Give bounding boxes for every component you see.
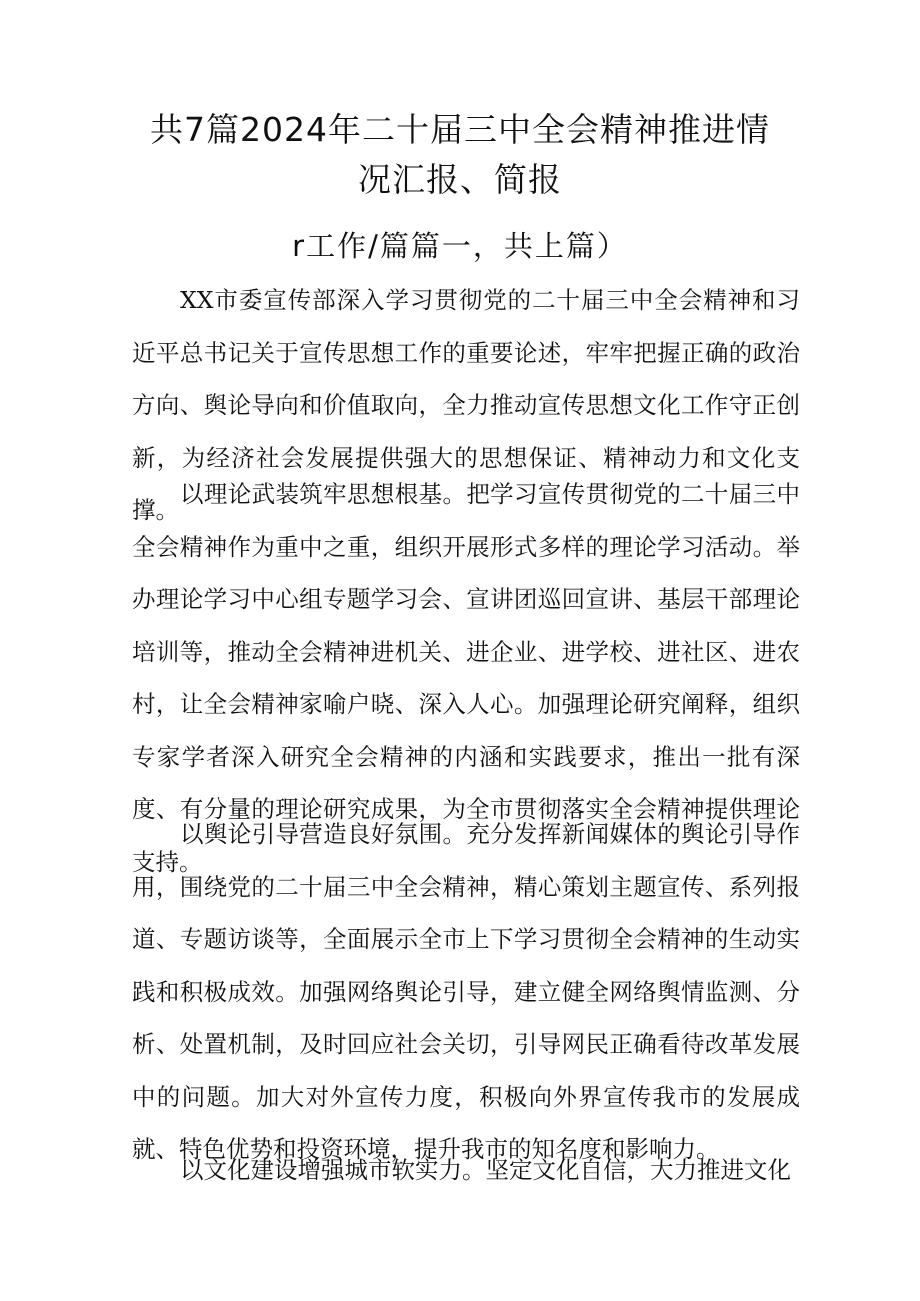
document-title-line-2: 况汇报、简报 <box>358 160 562 199</box>
paragraph-theory: 以理论武装筑牢思想根基。把学习宣传贯彻党的二十届三中全会精神作为重中之重，组织开展形式多样的理论学习活动。举办理论学习中心组专题学习会、宣讲团巡回宣讲、基层干部理论培训等，推动全会精神进机关、进企业、进学校、进社区、进农村，让全会精神家喻户晓、深入人心。加强理论研究阐释，组织专家学者深入研究全会精神的内涵和实践要求，推出一批有深度、有分量的理论研究成果，为全市贯彻落实全会精神提供理论支持。 <box>132 480 800 876</box>
paragraph-intro: XX市委宣传部深入学习贯彻党的二十届三中全会精神和习近平总书记关于宣传思想工作的重要论述，牢牢把握正确的政治方向、舆论导向和价值取向，全力推动宣传思想文化工作守正创新，为经济社会发展提供强大的思想保证、精神动力和文化支撑。 <box>132 286 800 524</box>
document-title-line-1: 共7篇2024年二十届三中全会精神推进情 <box>150 110 770 149</box>
paragraph-culture: 以文化建设增强城市软实力。坚定文化自信，大力推进文化 <box>180 1156 791 1184</box>
paragraph-public-opinion: 以舆论引导营造良好氛围。充分发挥新闻媒体的舆论引导作用，围绕党的二十届三中全会精神，精心策划主题宣传、系列报道、专题访谈等，全面展示全市上下学习贯彻全会精神的生动实践和积极成效。加强网络舆论引导，建立健全网络舆情监测、分析、处置机制，及时回应社会关切，引导网民正确看待改革发展中的问题。加大对外宣传力度，积极向外界宣传我市的发展成就、特色优势和投资环境，提升我市的知名度和影响力。 <box>132 820 800 1163</box>
document-subtitle: r工作/篇篇一，共上篇） <box>292 229 628 263</box>
